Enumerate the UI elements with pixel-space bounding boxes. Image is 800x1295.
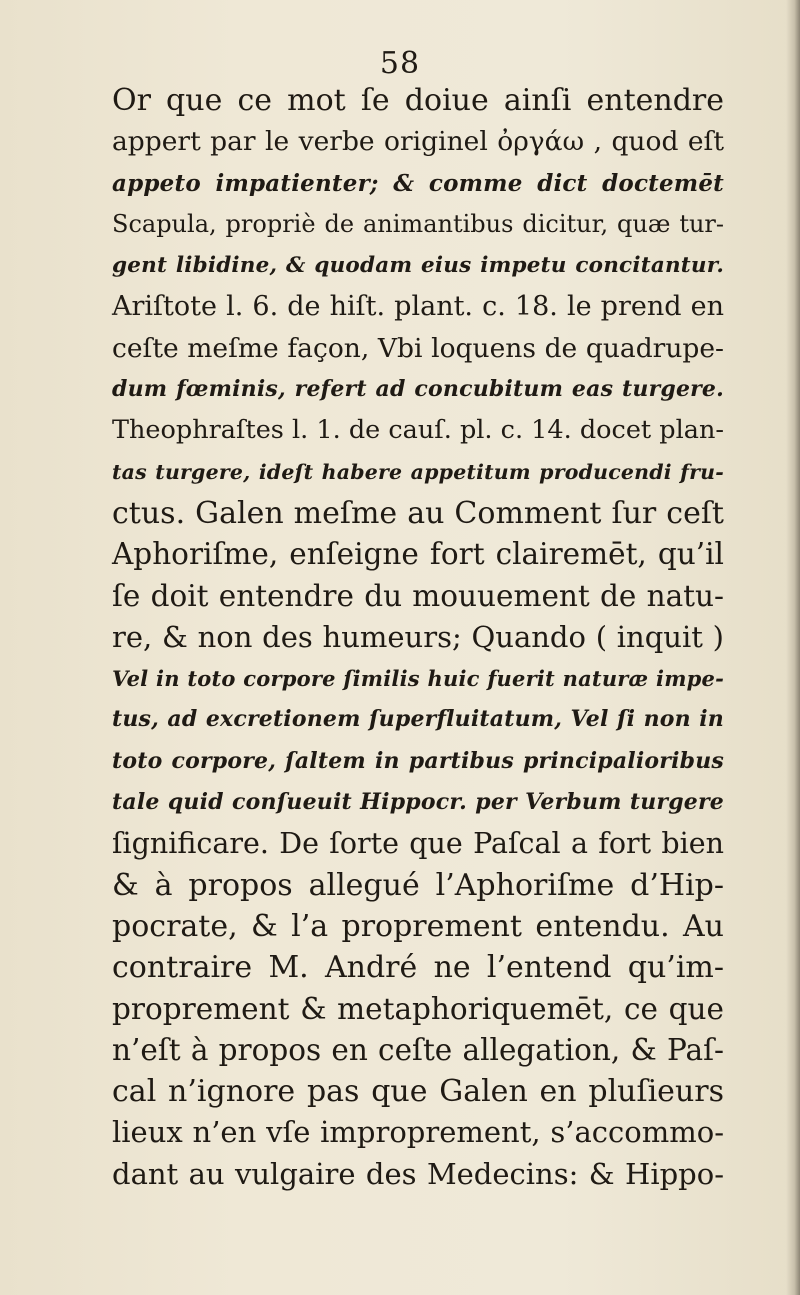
text-line: contraire M. André ne l’entend qu’im-: [112, 950, 724, 986]
text-line: ſignificare. De ſorte que Paſcal a fort bien: [112, 827, 724, 861]
text-line: gent libidine, & quodam eius impetu concitantur.: [112, 253, 724, 279]
text-line: toto corpore, ſaltem in partibus principalioribus: [112, 747, 724, 774]
text-line: ſe doit entendre du mouuement de natu-: [112, 578, 724, 613]
text-line: appeto impatienter; & comme dict doctemēt: [112, 169, 724, 197]
text-line: ctus. Galen meſme au Comment ſur ceſt: [112, 495, 724, 531]
body-text: [112, 80, 724, 1195]
text-line: & à propos allegué l’Aphoriſme d’Hip-: [112, 867, 724, 903]
text-line: Scapula, propriè de animantibus dicitur, quæ tur-: [112, 209, 724, 238]
text-line: cal n’ignore pas que Galen en pluſieurs: [112, 1074, 724, 1110]
page-edge-shadow: [786, 0, 800, 1295]
text-line: ceſte meſme façon, Vbi loquens de quadrupe-: [112, 332, 724, 364]
text-line: dum fœminis, refert ad concubitum eas turgere.: [112, 376, 724, 403]
text-line: n’eſt à propos en ceſte allegation, & Paſ-: [112, 1032, 724, 1067]
text-line: dant au vulgaire des Medecins: & Hippo-: [112, 1156, 724, 1191]
text-line: Theophraſtes l. 1. de cauſ. pl. c. 14. docet plan-: [112, 415, 724, 446]
text-line: proprement & metaphoriquemēt, ce que: [112, 991, 724, 1026]
text-line: pocrate, & l’a proprement entendu. Au: [112, 908, 724, 944]
text-line: lieux n’en vſe improprement, s’accommo-: [112, 1115, 724, 1150]
text-line: appert par le verbe originel ὀργάω , quod eſt: [112, 126, 724, 158]
text-line: re, & non des humeurs; Quando ( inquit ): [112, 619, 724, 654]
text-line: tas turgere, ideſt habere appetitum producendi fru-: [112, 459, 724, 484]
text-line: tale quid conſueuit Hippocr. per Verbum turgere: [112, 789, 724, 816]
page-number: 58: [379, 46, 421, 81]
text-line: tus, ad excretionem ſuperfluitatum, Vel ſi non in: [112, 706, 724, 733]
text-line: Vel in toto corpore ſimilis huic fuerit naturæ impe-: [112, 666, 724, 692]
text-line: Ariſtote l. 6. de hiſt. plant. c. 18. le prend en: [112, 291, 724, 323]
text-line: Aphoriſme, enſeigne fort clairemēt, qu’il: [112, 537, 724, 572]
text-line: Or que ce mot ſe doiue ainſi entendre: [112, 83, 724, 118]
